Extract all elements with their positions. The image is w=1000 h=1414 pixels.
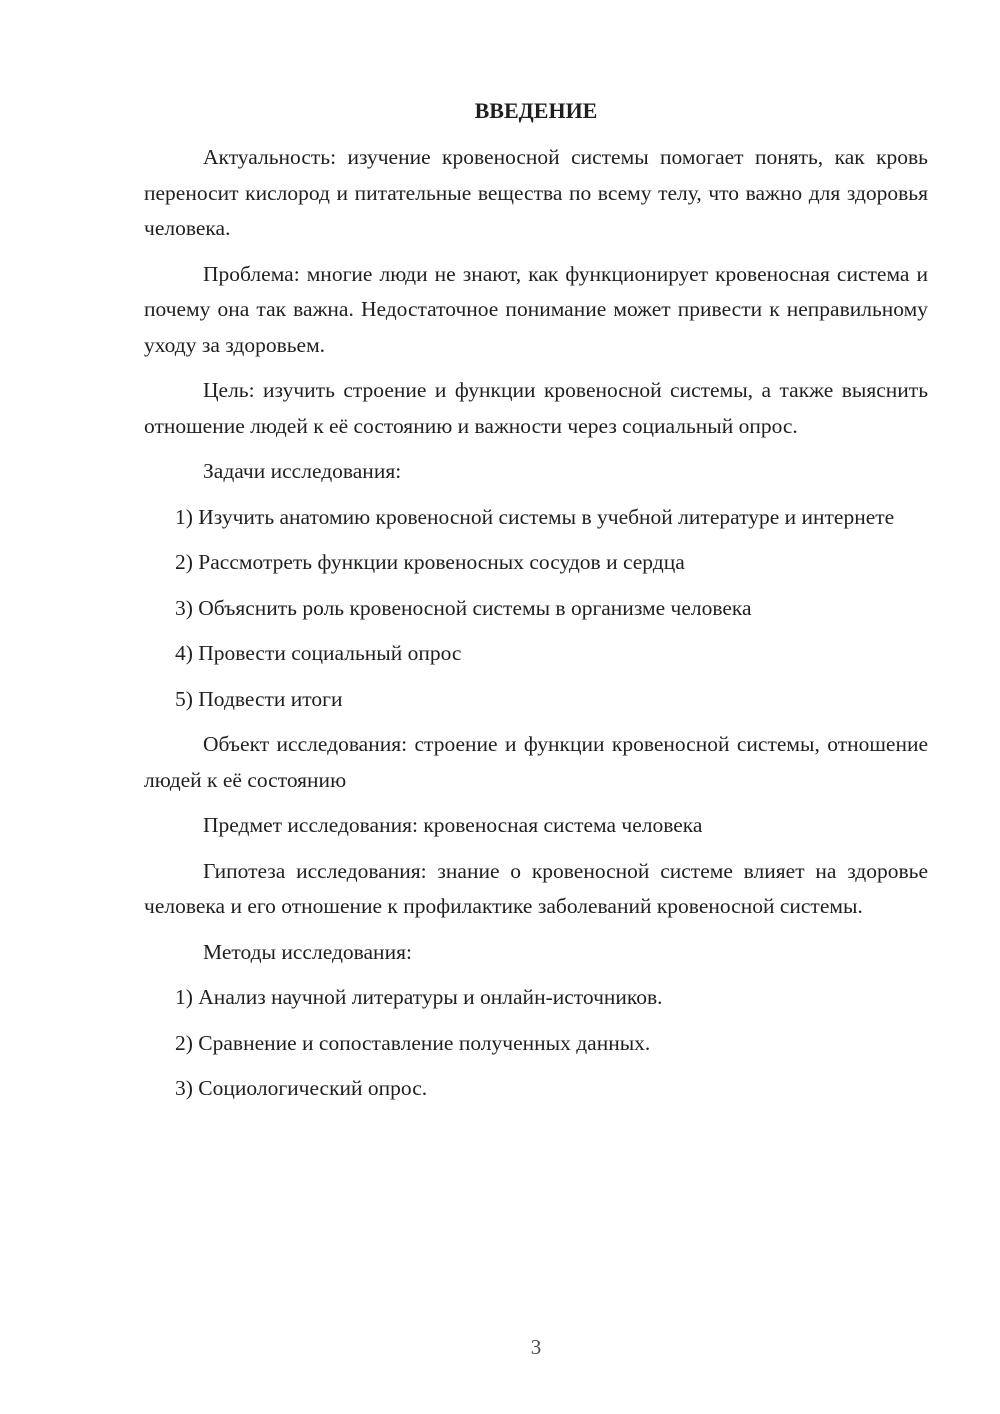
paragraph-relevance: Актуальность: изучение кровеносной системы помогает понять, как кровь переносит кислород и питательные вещества по всему телу, что важно для здоровья человека. (144, 145, 928, 240)
list-item: 1) Анализ научной литературы и онлайн-источников. (175, 985, 663, 1009)
list-item: 1) Изучить анатомию кровеносной системы в учебной литературе и интернете (175, 504, 895, 529)
methods-list (144, 980, 928, 1107)
list-item: 2) Сравнение и сопоставление полученных данных. (175, 1030, 651, 1055)
tasks-heading: Задачи исследования: (203, 459, 402, 483)
page-title: ВВЕДЕНИЕ (474, 98, 598, 123)
document-body (144, 140, 928, 1117)
paragraph-hypothesis: Гипотеза исследования: знание о кровеносной системе влияет на здоровье человека и его отношение к профилактике заболеваний кровеносной системы. (144, 858, 928, 918)
paragraph-goal: Цель: изучить строение и функции кровеносной системы, а также выяснить отношение людей к её состоянию и важности через социальный опрос. (144, 378, 928, 438)
list-item: 4) Провести социальный опрос (175, 641, 462, 665)
list-item: 2) Рассмотреть функции кровеносных сосудов и сердца (175, 550, 685, 574)
tasks-list (144, 500, 928, 718)
list-item: 3) Социологический опрос. (175, 1076, 428, 1100)
paragraph-problem: Проблема: многие люди не знают, как функционирует кровеносная система и почему она так важна. Недостаточное понимание может привести к неправильному уходу за здоровьем. (144, 261, 928, 357)
paragraph-object: Объект исследования: строение и функции кровеносной системы, отношение людей к её состоянию (144, 732, 928, 792)
list-item: 5) Подвести итоги (175, 686, 343, 711)
page-number: 3 (530, 1335, 542, 1359)
list-item: 3) Объяснить роль кровеносной системы в организме человека (175, 595, 752, 620)
methods-heading: Методы исследования: (203, 939, 412, 964)
paragraph-subject: Предмет исследования: кровеносная система человека (203, 813, 703, 837)
